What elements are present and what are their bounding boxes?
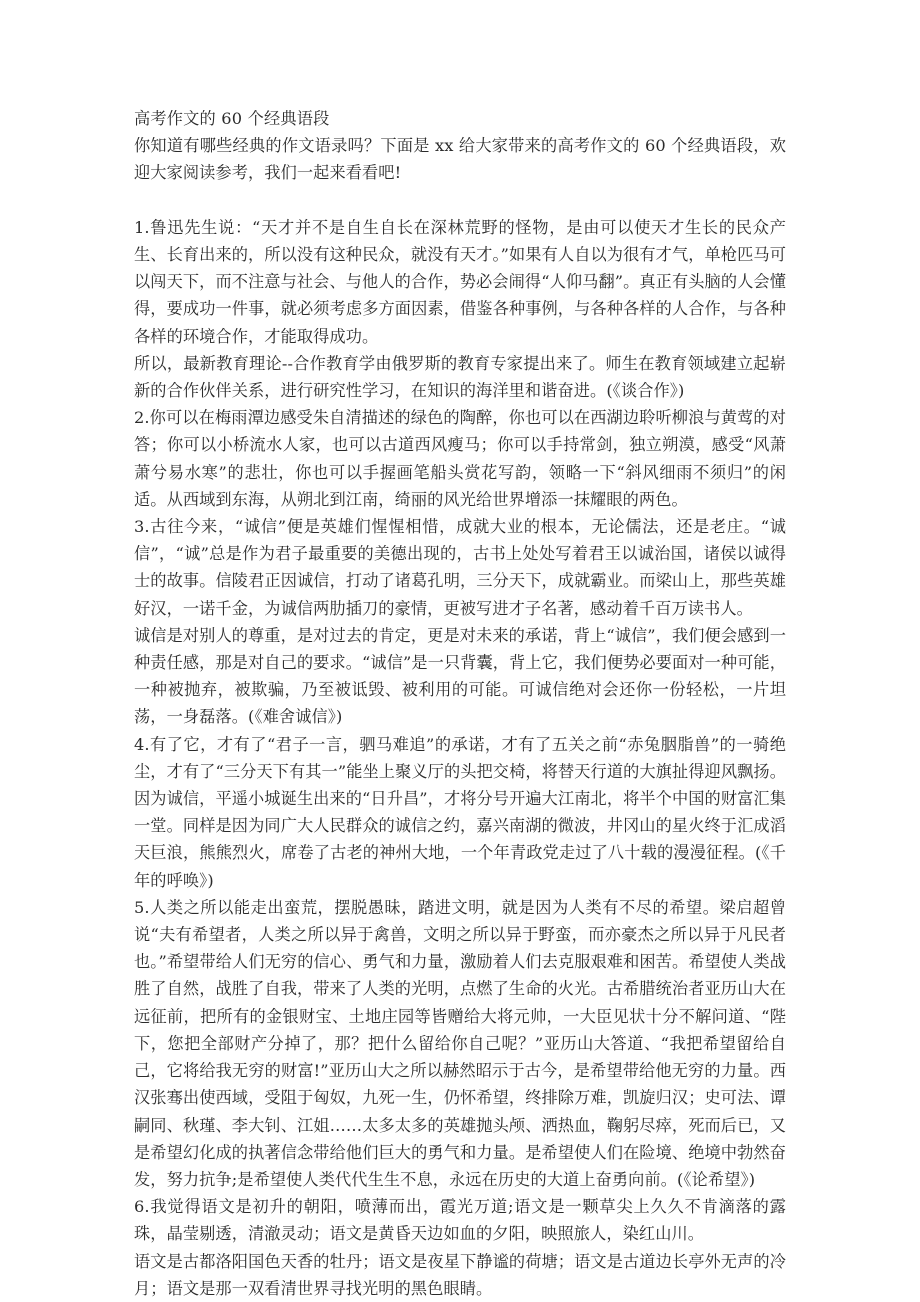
paragraph-1-continued: 所以，最新教育理论--合作教育学由俄罗斯的教育专家提出来了。师生在教育领域建立起崭新的合作伙伴关系，进行研究性学习，在知识的海洋里和谐奋进。(《谈合作》) <box>134 353 786 401</box>
paragraph-1: 1.鲁迅先生说：“天才并不是自生自长在深林荒野的怪物，是由可以使天才生长的民众产生、长育出来的，所以没有这种民众，就没有天才。”如果有人自以为很有才气，单枪匹马可以闯天下，而不注意与社会、与他人的合作，势必会闹得“人仰马翻”。真正有头脑的人会懂得，要成功一件事，就必须考虑多方面因素，借鉴各种事例，与各种各样的人合作，与各种各样的环境合作，才能取得成功。 <box>134 217 786 346</box>
paragraph-3: 3.古往今来，“诚信”便是英雄们惺惺相惜，成就大业的根本，无论儒法，还是老庄。“诚信”，“诚”总是作为君子最重要的美德出现的，古书上处处写着君王以诚治国，诸侯以诚得士的故事。信陵君正因诚信，打动了诸葛孔明，三分天下，成就霸业。而梁山上，那些英雄好汉，一诺千金，为诚信两肋插刀的豪情，更被写进才子名著，感动着千百万读书人。 <box>134 517 786 618</box>
paragraph-5: 5.人类之所以能走出蛮荒，摆脱愚昧，踏进文明，就是因为人类有不尽的希望。梁启超曾说“夫有希望者，人类之所以异于禽兽，文明之所以异于野蛮，而亦豪杰之所以异于凡民者也。”希望带给人们无穷的信心、勇气和力量，激励着人们去克服艰难和困苦。希望使人类战胜了自然，战胜了自我，带来了人类的光明，点燃了生命的火光。古希腊统治者亚历山大在远征前，把所有的金银财宝、土地庄园等皆赠给大将元帅，一大臣见状十分不解问道、“陛下，您把全部财产分掉了，那？把什么留给你自己呢？”亚历山大答道、“我把希望留给自己，它将给我无穷的财富!”亚历山大之所以赫然昭示于古今，是希望带给他无穷的力量。西汉张骞出使西域，受阻于匈奴，九死一生，仍怀希望，终排除万难，凯旋归汉；史可法、谭嗣同、秋瑾、李大钊、江姐……太多太多的英雄抛头颅、洒热血，鞠躬尽瘁，死而后已，又是希望幻化成的执著信念带给他们巨大的勇气和力量。是希望使人们在险境、绝境中勃然奋发，努力抗争;是希望使人类代代生生不息，永远在历史的大道上奋勇向前。(《论希望》) <box>134 897 786 1189</box>
paragraph-3-continued: 诚信是对别人的尊重，是对过去的肯定，更是对未来的承诺，背上“诚信”，我们便会感到一种责任感，那是对自己的要求。“诚信”是一只背囊，背上它，我们便势必要面对一种可能，一种被抛弃，被欺骗，乃至被诋毁、被利用的可能。可诚信绝对会还你一份轻松，一片坦荡，一身磊落。(《难舍诚信》) <box>134 625 786 727</box>
paragraph-spacer <box>134 187 786 214</box>
paragraph-2: 2.你可以在梅雨潭边感受朱自清描述的绿色的陶醉，你也可以在西湖边聆听柳浪与黄莺的对答；你可以小桥流水人家，也可以古道西风瘦马；你可以手持常剑，独立朔漠，感受“风萧萧兮易水寒”的悲壮，你也可以手握画笔船头赏花写韵，领略一下“斜风细雨不须归”的闲适。从西域到东海，从朔北到江南，绮丽的风光给世界增添一抹耀眼的两色。 <box>134 408 786 509</box>
document-title: 高考作文的 60 个经典语段 <box>134 109 330 128</box>
document-intro: 你知道有哪些经典的作文语录吗？下面是 xx 给大家带来的高考作文的 60 个经典语段，欢迎大家阅读参考，我们一起来看看吧! <box>134 136 786 183</box>
paragraph-6-continued: 语文是古都洛阳国色天香的牡丹；语文是夜星下静谧的荷塘；语文是古道边长亭外无声的冷月；语文是那一双看清世界寻找光明的黑色眼睛。 <box>134 1251 786 1298</box>
paragraph-6: 6.我觉得语文是初升的朝阳，喷薄而出，霞光万道;语文是一颗草尖上久久不肯滴落的露珠，晶莹剔透，清澈灵动；语文是黄昏天边如血的夕阳，映照旅人，染红山川。 <box>134 1197 786 1244</box>
paragraph-4: 4.有了它，才有了“君子一言，驷马难追”的承诺，才有了五关之前“赤兔胭脂兽”的一骑绝尘，才有了“三分天下有其一”能坐上聚义厅的头把交椅，将替天行道的大旗扯得迎风飘扬。因为诚信，平遥小城诞生出来的“日升昌”，才将分号开遍大江南北，将半个中国的财富汇集一堂。同样是因为同广大人民群众的诚信之约，嘉兴南湖的微波，井冈山的星火终于汇成滔天巨浪，熊熊烈火，席卷了古老的神州大地，一个年青政党走过了八十载的漫漫征程。(《千年的呼唤》) <box>134 734 786 890</box>
document-body <box>134 105 786 1302</box>
